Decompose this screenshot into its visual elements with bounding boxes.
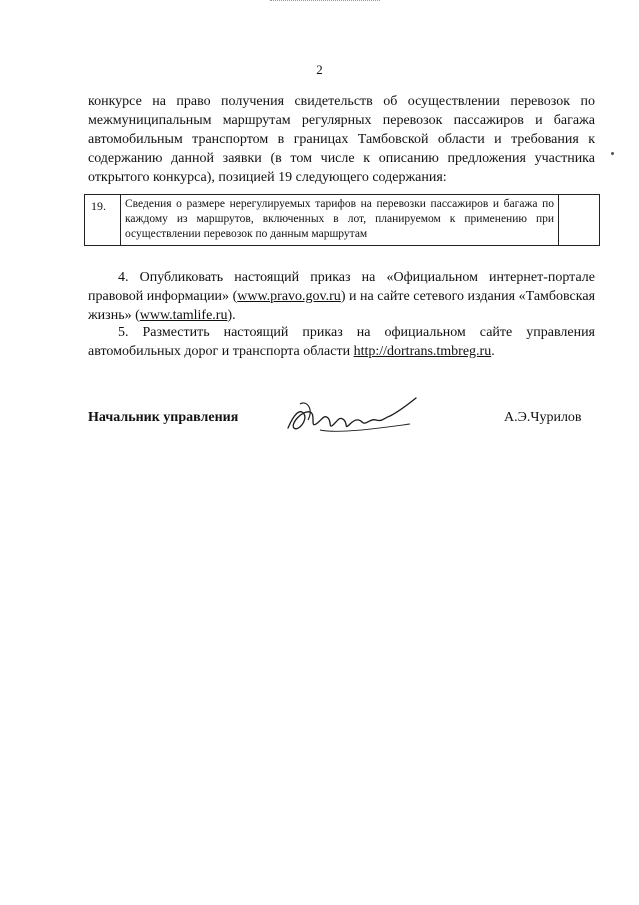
continuation-paragraph: конкурсе на право получения свидетельств об осуществлении перевозок по межмуниципальным маршрутам регулярных перевозок пассажиров и багажа автомобильным транспортом в границах Тамбовской области и требования к содержанию данной заявки (в том числе к описанию предложения участника открытого конкурса), позицией 19 следующего содержания: — [88, 94, 595, 185]
item-5-text-a: 5. Разместить настоящий приказ на официальном сайте управления автомобильных дорог и транспорта области — [88, 325, 595, 359]
item-4-text-a: 4. Опубликовать настоящий приказ на «Официальном интернет-портале правовой информации» ( — [88, 270, 595, 304]
item-4-text-c: ). — [227, 308, 236, 323]
item-4-text-b: ) и на сайте сетевого издания «Тамбовская жизнь» ( — [88, 289, 596, 323]
position-table — [84, 194, 600, 246]
handwritten-signature-icon — [280, 384, 430, 446]
page-number: 2 — [316, 62, 323, 77]
dortrans-link[interactable]: http://dortrans.tmbreg.ru — [353, 344, 492, 359]
item-5-paragraph — [88, 323, 595, 361]
pravo-link[interactable]: www.pravo.gov.ru — [237, 289, 341, 304]
item-5-text-b: . — [491, 344, 495, 359]
signatory-name: А.Э.Чурилов — [504, 410, 582, 425]
table-cell-empty — [559, 195, 599, 245]
margin-mark — [611, 152, 614, 155]
tamlife-link[interactable]: www.tamlife.ru — [139, 308, 228, 323]
table-cell-number: 19. — [85, 195, 121, 245]
scan-edge-mark — [270, 0, 380, 4]
item-4-paragraph — [88, 268, 595, 325]
signatory-title: Начальник управления — [88, 410, 239, 425]
table-cell-description: Сведения о размере нерегулируемых тарифов на перевозки пассажиров и багажа по каждому из маршрутов, включенных в лот, планируемом к применению при осуществлении перевозок по данным маршрутам — [121, 195, 559, 245]
